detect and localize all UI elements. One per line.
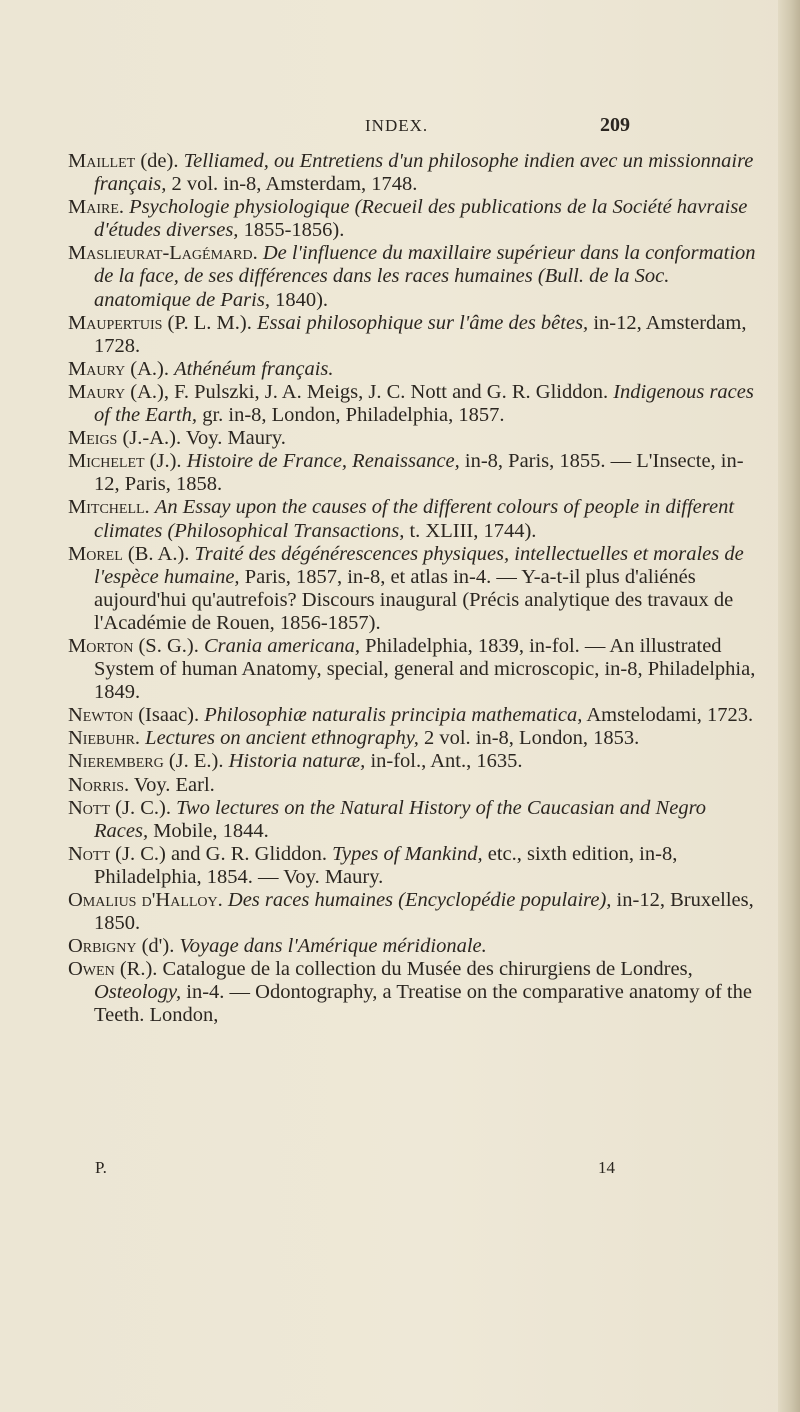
index-entry — [68, 381, 758, 427]
entry-author: Maslieurat-Lagémard. — [68, 242, 258, 265]
signature-mark: P. — [95, 1158, 107, 1177]
entry-author: Nott — [68, 842, 111, 865]
index-entry — [68, 935, 758, 958]
index-entry — [68, 889, 758, 935]
index-entry — [68, 496, 758, 542]
entry-title: Philosophiæ naturalis principia mathematica, — [204, 704, 583, 727]
entry-author: Nott — [68, 796, 111, 819]
entry-author: Norris. — [68, 773, 130, 796]
entry-publication: Paris, 1857, in-8, et atlas in-4. — Y-a-t-il plus d'aliénés aujourd'hui qu'autrefois? Discours inaugural (Précis analytique des travaux de l'Académie de Rouen, 1856-1857). — [94, 565, 734, 634]
entry-publication: 2 vol. in-8, London, 1853. — [418, 727, 640, 750]
index-entry — [68, 450, 758, 496]
entry-author: Morel — [68, 542, 123, 565]
entry-author: Mitchell. — [68, 496, 150, 519]
index-entry — [68, 635, 758, 704]
index-entry — [68, 150, 758, 196]
index-entry — [68, 543, 758, 635]
entry-publication: in-12, Bruxelles, 1850. — [94, 889, 754, 935]
entry-details: (Isaac). — [133, 704, 205, 727]
entry-details: (de). — [135, 150, 184, 172]
sheet-number: 14 — [598, 1158, 615, 1177]
entry-title: Telliamed, ou Entretiens d'un philosophe indien avec un missionnaire français, — [94, 150, 754, 196]
entry-publication: t. XLIII, 1744). — [404, 519, 537, 542]
index-entry — [68, 797, 758, 843]
entry-title: Indigenous races of the Earth, — [94, 380, 754, 427]
entry-publication: Amstelodami, 1723. — [582, 704, 754, 727]
entry-title: Types of Mankind, — [332, 842, 483, 865]
entry-publication: in-4. — Odontography, a Treatise on the comparative anatomy of the Teeth. London, — [94, 981, 752, 1027]
entry-publication: in-fol., Ant., 1635. — [365, 750, 523, 773]
entry-details: (J. C.) and G. R. Gliddon. — [110, 842, 333, 865]
index-entry — [68, 427, 758, 450]
entry-details: (J. E.). — [163, 750, 229, 773]
entry-author: Meigs — [68, 427, 118, 450]
index-entry — [68, 958, 758, 1027]
entry-author: Newton — [68, 704, 134, 727]
entry-details: (J. C.). — [110, 796, 177, 819]
entry-title: De l'influence du maxillaire supérieur dans la conformation de la face, de ses différences dans les races humaines (Bull. de la Soc. anatomique de Paris, — [94, 242, 756, 311]
entry-author: Nieremberg — [68, 750, 164, 773]
entry-title: An Essay upon the causes of the different colours of people in different climates (Philosophical Transactions, — [94, 496, 735, 542]
entry-publication: 2 vol. in-8, Amsterdam, 1748. — [166, 173, 418, 196]
index-entry — [68, 843, 758, 889]
entry-title: Osteology, — [94, 981, 182, 1004]
index-entry — [68, 727, 758, 750]
index-entry — [68, 196, 758, 242]
entry-publication: Philadelphia, 1839, in-fol. — An illustrated System of human Anatomy, special, general and microscopic, in-8, Philadelphia, 1849. — [94, 634, 756, 704]
index-entry — [68, 774, 758, 797]
entry-details: (A.). — [125, 357, 175, 380]
entry-details: (J.-A.). Voy. Maury. — [117, 427, 286, 450]
entry-publication: in-12, Amsterdam, 1728. — [94, 311, 747, 357]
entry-author: Owen — [68, 958, 115, 981]
entry-publication: etc., sixth edition, in-8, Philadelphia, 1854. — Voy. Maury. — [94, 842, 678, 888]
entry-details: (S. G.). — [133, 634, 204, 657]
entry-author: Morton — [68, 634, 134, 657]
entry-title: Lectures on ancient ethnography, — [145, 727, 419, 750]
header-title: INDEX. — [365, 116, 429, 135]
entry-title: Traité des dégénérescences physiques, intellectuelles et morales de l'espèce humaine, — [94, 542, 744, 588]
entry-publication: in-8, Paris, 1855. — L'Insecte, in-12, Paris, 1858. — [94, 450, 744, 496]
entry-author: Orbigny — [68, 935, 137, 958]
entry-title: Voyage dans l'Amérique méridionale. — [179, 935, 487, 958]
entry-details: (P. L. M.). — [162, 311, 257, 334]
running-header — [0, 116, 800, 142]
entry-title: Des races humaines (Encyclopédie populaire), — [227, 889, 612, 911]
entry-title: Essai philosophique sur l'âme des bêtes, — [256, 311, 589, 334]
entry-author: Michelet — [68, 450, 145, 473]
entry-publication: Mobile, 1844. — [148, 819, 269, 842]
index-entries — [68, 150, 758, 1028]
entry-details: (R.). Catalogue de la collection du Musée des chirurgiens de Londres, — [114, 958, 693, 981]
entry-title: Historia naturæ, — [228, 750, 366, 773]
index-entry — [68, 242, 758, 311]
entry-title: Athénéum français. — [174, 357, 334, 380]
entry-author: Maupertuis — [68, 311, 163, 334]
entry-details: (d'). — [136, 935, 180, 958]
entry-title: Histoire de France, Renaissance, — [186, 450, 460, 473]
page-number: 209 — [600, 114, 630, 136]
entry-author: Niebuhr. — [68, 727, 141, 750]
entry-author: Maillet — [68, 150, 136, 172]
entry-details: Voy. Earl. — [129, 773, 215, 796]
entry-author: Maury — [68, 357, 126, 380]
entry-publication: gr. in-8, London, Philadelphia, 1857. — [197, 404, 505, 427]
entry-details: (A.), F. Pulszki, J. A. Meigs, J. C. Nott and G. R. Gliddon. — [125, 380, 614, 403]
entry-publication: 1855-1856). — [238, 219, 345, 242]
entry-title: Psychologie physiologique (Recueil des publications de la Société havraise d'études diverses, — [94, 196, 748, 242]
index-entry — [68, 312, 758, 358]
entry-publication: 1840). — [269, 288, 329, 311]
entry-author: Maire. — [68, 196, 125, 219]
entry-author: Maury — [68, 380, 126, 403]
index-entry — [68, 750, 758, 773]
entry-details: (B. A.). — [122, 542, 195, 565]
entry-author: Omalius d'Halloy. — [68, 889, 223, 911]
index-entry — [68, 704, 758, 727]
entry-title: Two lectures on the Natural History of the Caucasian and Negro Races, — [94, 796, 707, 842]
page-footer — [0, 1158, 800, 1182]
entry-details: (J.). — [144, 450, 187, 473]
index-entry — [68, 358, 758, 381]
entry-title: Crania americana, — [203, 634, 360, 657]
page-edge — [778, 0, 800, 1412]
